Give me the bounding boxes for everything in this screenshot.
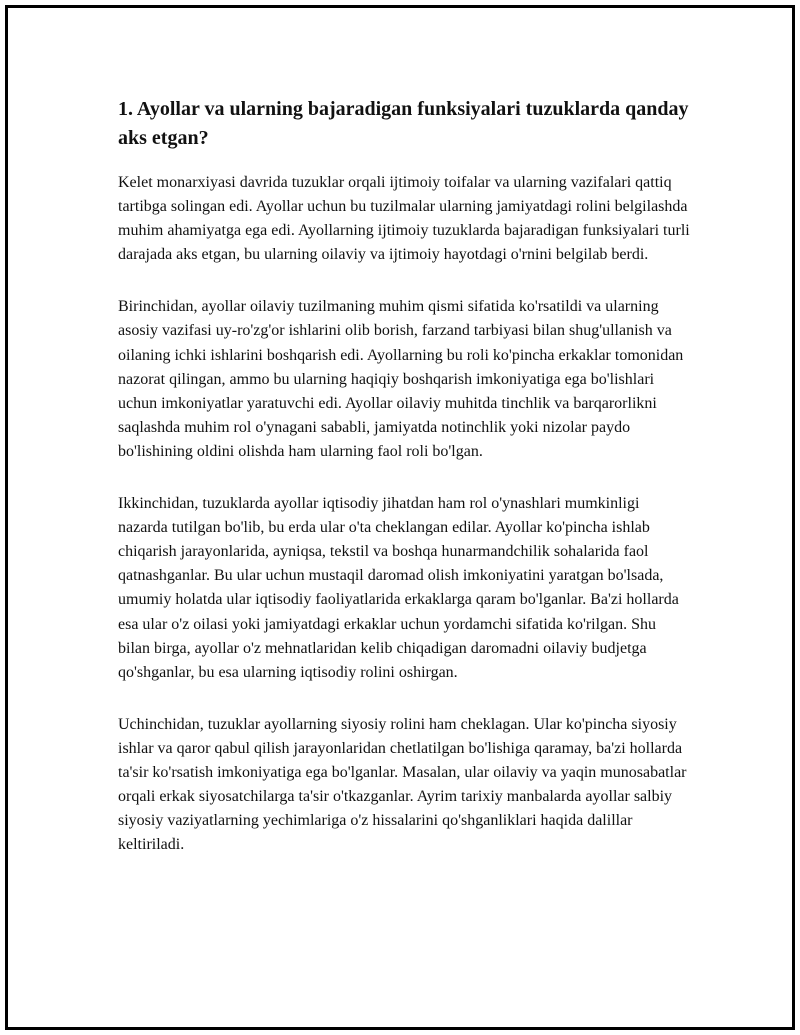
paragraph-intro: Kelet monarxiyasi davrida tuzuklar orqali ijtimoiy toifalar va ularning vazifalari qattiq tartibga solingan edi. Ayollar uchun bu tuzilmalar ularning jamiyatdagi rolini belgilashda muhim ahamiyatga ega edi. Ayollarning ijtimoiy tuzuklarda bajaradigan funksiyalari turli darajada aks etgan, bu ularning oilaviy va ijtimoiy hayotdagi o'rnini belgilab berdi. — [118, 174, 690, 264]
section-heading: 1. Ayollar va ularning bajaradigan funksiyalari tuzuklarda qanday aks etgan? — [118, 98, 689, 149]
paragraph-first: Birinchidan, ayollar oilaviy tuzilmaning muhim qismi sifatida ko'rsatildi va ularning asosiy vazifasi uy-ro'zg'or ishlarini olib borish, farzand tarbiyasi bilan shug'ullanish va oilaning ichki ishlarini boshqarish edi. Ayollarning bu roli ko'pincha erkaklar tomonidan nazorat qilingan, ammo bu ularning haqiqiy boshqarish imkoniyatiga ega bo'lishlari uchun imkoniyatlar yaratuvchi edi. Ayollar oilaviy muhitda tinchlik va barqarorlikni saqlashda muhim rol o'ynagani sababli, jamiyatda notinchlik yoki nizolar paydo bo'lishining oldini olishda ham ularning faol roli bo'lgan. — [118, 298, 684, 460]
document-body — [118, 95, 690, 885]
paragraph-third: Uchinchidan, tuzuklar ayollarning siyosiy rolini ham cheklagan. Ular ko'pincha siyosiy ishlar va qaror qabul qilish jarayonlaridan chetlatilgan bo'lishiga qaramay, ba'zi hollarda ta'sir ko'rsatish imkoniyatiga ega bo'lganlar. Masalan, ular oilaviy va yaqin munosabatlar orqali erkak siyosatchilarga ta'sir o'tkazganlar. Ayrim tarixiy manbalarda ayollar salbiy siyosiy vaziyatlarning yechimlariga o'z hissalarini qo'shganliklari haqida dalillar keltiriladi. — [118, 715, 687, 854]
paragraph-second: Ikkinchidan, tuzuklarda ayollar iqtisodiy jihatdan ham rol o'ynashlari mumkinligi nazarda tutilgan bo'lib, bu erda ular o'ta cheklangan edilar. Ayollar ko'pincha ishlab chiqarish jarayonlarida, ayniqsa, tekstil va boshqa hunarmandchilik sohalarida faol qatnashganlar. Bu ular uchun mustaqil daromad olish imkoniyatini yaratgan bo'lsada, umumiy holatda ular iqtisodiy faoliyatlarida erkaklarga qaram bo'lganlar. Ba'zi hollarda esa ular o'z oilasi yoki jamiyatdagi erkaklar uchun yordamchi sifatida ko'rilgan. Shu bilan birga, ayollar o'z mehnatlaridan kelib chiqadigan daromadni oilaviy budjetga qo'shganlar, bu esa ularning iqtisodiy rolini oshirgan. — [118, 495, 679, 681]
